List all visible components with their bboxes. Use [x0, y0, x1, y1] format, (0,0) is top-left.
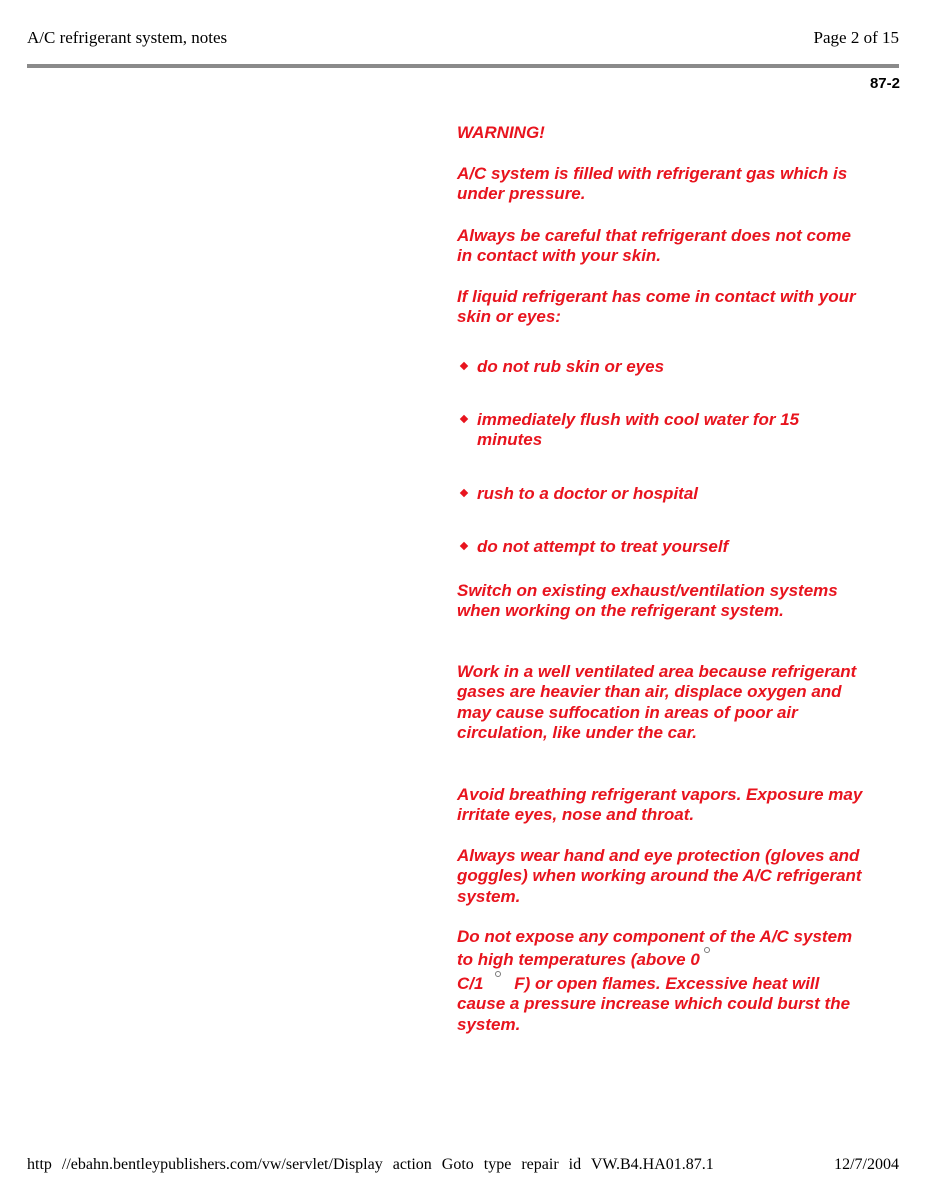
header-divider — [27, 64, 899, 68]
warning-paragraph-vapors: Avoid breathing refrigerant vapors. Exposure may irritate eyes, nose and throat. — [457, 785, 863, 825]
page-indicator: Page 2 of 15 — [813, 28, 899, 47]
section-number: 87-2 — [869, 75, 900, 92]
heat-text-part2: C/1 — [457, 973, 484, 993]
list-item — [457, 357, 867, 377]
diamond-bullet-icon — [460, 415, 468, 423]
diamond-bullet-icon — [460, 489, 468, 497]
degree-symbol-icon — [495, 971, 501, 977]
warning-paragraph-skin: Always be careful that refrigerant does not come in contact with your skin. — [457, 226, 851, 266]
list-item — [457, 484, 867, 504]
heat-text-part1: Do not expose any component of the A/C system to high temperatures (above 0 — [457, 927, 853, 970]
warning-paragraph-suffocation: Work in a well ventilated area because refrigerant gases are heavier than air, displace oxygen and may cause suffocation in areas of poor air circulation, like under the car. — [457, 662, 857, 743]
document-title: A/C refrigerant system, notes — [27, 28, 228, 47]
diamond-bullet-icon — [460, 542, 468, 550]
warning-paragraph-protection: Always wear hand and eye protection (gloves and goggles) when working around the A/C refrigerant system. — [457, 846, 862, 906]
heat-text-part3: F) or open flames. Excessive heat will cause a pressure increase which could burst the system. — [457, 973, 851, 1034]
list-item — [457, 537, 867, 557]
warning-paragraph-pressure: A/C system is filled with refrigerant gas which is under pressure. — [457, 164, 848, 204]
degree-symbol-icon — [704, 947, 710, 953]
list-item-text: immediately flush with cool water for 15 minutes — [477, 410, 800, 450]
list-item-text: do not rub skin or eyes — [477, 357, 665, 376]
list-item — [457, 410, 867, 451]
warning-heading: WARNING! — [457, 123, 545, 142]
footer-date: 12/7/2004 — [834, 1156, 899, 1173]
diamond-bullet-icon — [460, 362, 468, 370]
warning-paragraph-ventilation: Switch on existing exhaust/ventilation systems when working on the refrigerant system. — [457, 581, 838, 621]
list-item-text: rush to a doctor or hospital — [477, 484, 699, 503]
list-item-text: do not attempt to treat yourself — [477, 537, 729, 556]
warning-paragraph-heat — [457, 927, 867, 1035]
footer-url: http //ebahn.bentleypublishers.com/vw/servlet/Display action Goto type repair id VW.B4.HA01.87.1 — [27, 1156, 714, 1173]
warning-paragraph-contact: If liquid refrigerant has come in contact with your skin or eyes: — [457, 287, 856, 327]
